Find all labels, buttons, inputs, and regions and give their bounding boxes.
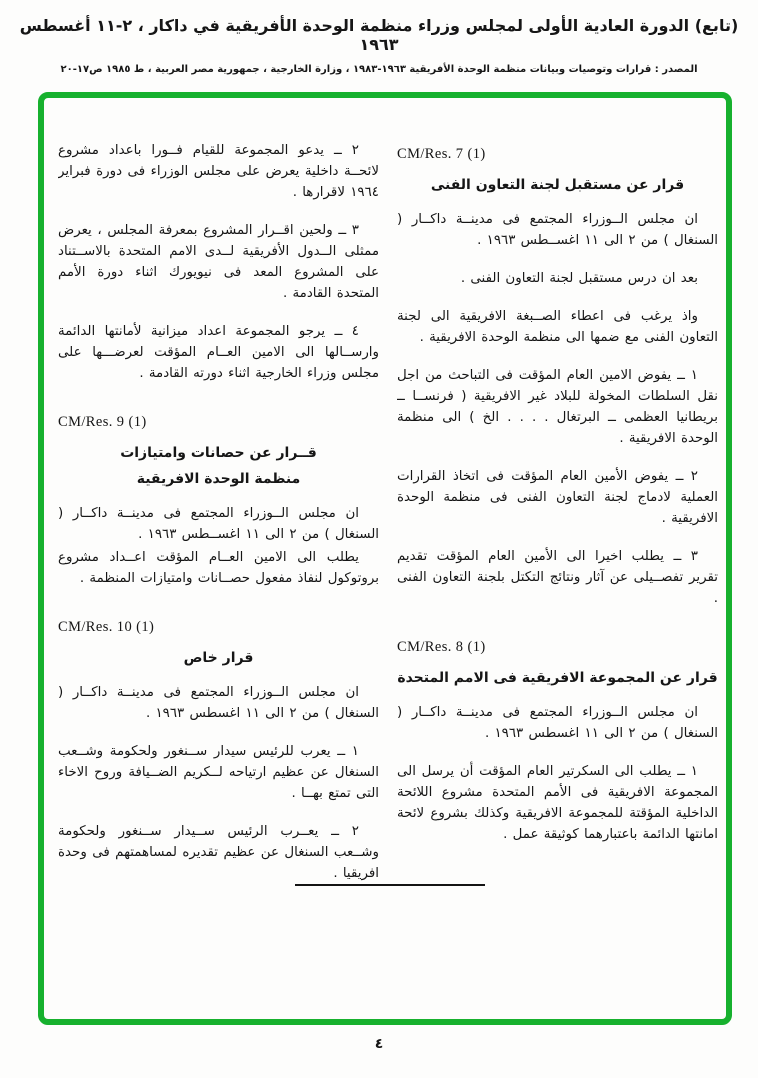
page-number: ٤ — [374, 1036, 384, 1052]
paragraph: ٣ ــ ولحين اقــرار المشروع بمعرفة المجلس ، يعرض ممثلى الــدول الأفريقية لــدى الامم المتحدة بالاســتناد على المشروع المعد فى نيويورك اثناء دورة الأمم المتحدة القادمة . — [58, 223, 379, 301]
paragraph: ١ ــ يفوض الامين العام المؤقت فى التباحث من اجل نقل السلطات المخولة للبلاد غير الافريقية ( فرنســا ــ بريطانيا العظمى ــ البرتغال . . . . الخ ) الى منظمة الوحدة الافريقية . — [397, 368, 718, 446]
paragraph: ان مجلس الــوزراء المجتمع فى مدينــة داكــار ( السنغال ) من ٢ الى ١١ اغســطس ١٩٦٣ . — [58, 506, 379, 542]
resolution-number: CM/Res. 10 (1) — [58, 619, 155, 635]
paragraph: ١ ــ يطلب الى السكرتير العام المؤقت أن يرسل الى المجموعة الافريقية فى الأمم المتحدة مشروع اللائحة الداخلية المؤقتة للمجموعة الافريقية وكذلك بشروع لائحة امانتها الدائمة باعتبارهما كوثيقة عمل . — [397, 764, 718, 842]
paragraph: ٢ ــ يدعو المجموعة للقيام فــورا باعداد مشروع لائحــة داخلية يعرض على مجلس الوزراء فى دورة فبراير ١٩٦٤ لاقرارها . — [58, 143, 379, 200]
resolution-number: CM/Res. 8 (1) — [397, 639, 486, 655]
paragraph: ١ ــ يعرب للرئيس سيدار ســنغور ولحكومة وشــعب السنغال عن عظيم ارتياحه لــكريم الضــيافة وروح الاخاء التى تمتع بهــا . — [58, 744, 379, 801]
resolution-heading: منظمة الوحدة الافريقية — [136, 471, 301, 487]
page-title: (تابع) الدورة العادية الأولى لمجلس وزراء منظمة الوحدة الأفريقية في داكار ، ٢-١١ أغسطس ١٩٦٣ — [19, 16, 739, 54]
document-body — [44, 98, 726, 1019]
page-header — [0, 16, 758, 75]
resolution-heading: قرار عن مستقبل لجنة التعاون الفنى — [430, 177, 685, 193]
paragraph: ٢ ــ يفوض الأمين العام المؤقت فى اتخاذ القرارات العملية لادماج لجنة التعاون الفنى فى منظمة الوحدة الافريقية . — [397, 469, 718, 526]
resolution-number: CM/Res. 9 (1) — [58, 414, 147, 430]
source-line: المصدر : قرارات وتوصيات وبيانات منظمة الوحدة الأفريقية ١٩٦٣-١٩٨٣ ، وزارة الخارجية ، جمهورية مصر العربية ، ط ١٩٨٥ ص١٧-٢٠ — [60, 64, 698, 75]
paragraph: يطلب الى الامين العــام المؤقت اعــداد مشروع بروتوكول لنفاذ مفعول حصــانات وامتيازات المنظمة . — [58, 550, 379, 586]
paragraph: ٣ ــ يطلب اخيرا الى الأمين العام المؤقت تقديم تقرير تفصــيلى عن آثار ونتائج التكتل بلجنة التعاون الفنى . — [397, 549, 718, 606]
column-right — [397, 138, 718, 1019]
resolution-heading: قرار خاص — [183, 650, 254, 666]
paragraph: ان مجلس الــوزراء المجتمع فى مدينــة داكــار ( السنغال ) من ٢ الى ١١ اغســطس ١٩٦٣ . — [397, 212, 718, 248]
resolution-heading: قــرار عن حصانات وامتيازات — [120, 445, 317, 461]
end-divider-rule — [295, 884, 485, 886]
paragraph: ان مجلس الــوزراء المجتمع فى مدينــة داكــار ( السنغال ) من ٢ الى ١١ اغسطس ١٩٦٣ . — [397, 705, 718, 741]
paragraph: ٢ ــ يعــرب الرئيس ســيدار ســنغور ولحكومة وشــعب السنغال عن عظيم تقديره لمساهمتهم فى وحدة افريقيا . — [58, 824, 379, 881]
resolution-number: CM/Res. 7 (1) — [397, 146, 486, 162]
paragraph: ان مجلس الــوزراء المجتمع فى مدينــة داكــار ( السنغال ) من ٢ الى ١١ اغسطس ١٩٦٣ . — [58, 685, 379, 721]
resolution-heading: قرار عن المجموعة الافريقية فى الامم المتحدة — [397, 670, 718, 686]
paragraph: واذ يرغب فى اعطاء الصــبغة الافريقية الى لجنة التعاون الفنى مع ضمها الى منظمة الوحدة الافريقية . — [397, 309, 718, 345]
paragraph: بعد ان درس مستقبل لجنة التعاون الفنى . — [460, 271, 698, 286]
column-left — [58, 138, 379, 1019]
paragraph: ٤ ــ يرجو المجموعة اعداد ميزانية لأمانتها الدائمة وارســالها الى الامين العــام المؤقت لعرضـــها على مجلس وزراء الخارجية اثناء دورته القادمة . — [58, 324, 379, 381]
